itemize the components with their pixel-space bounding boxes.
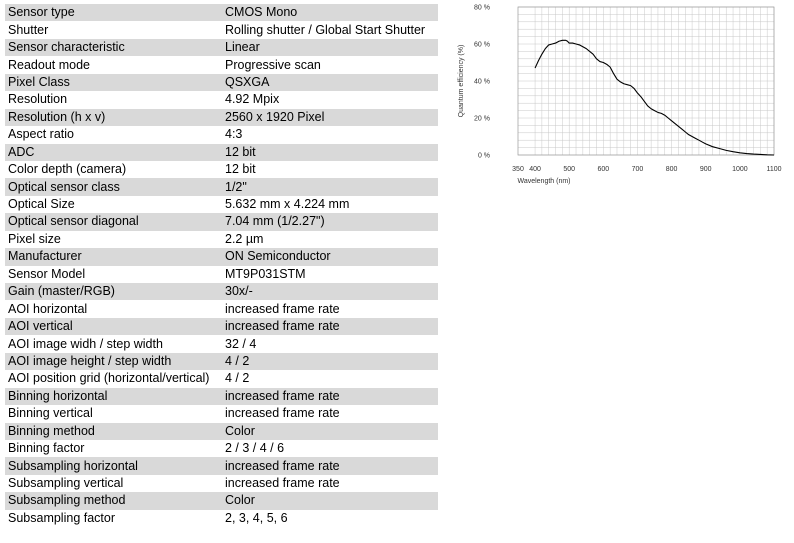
spec-label: Manufacturer — [5, 248, 222, 265]
spec-label: AOI vertical — [5, 318, 222, 335]
spec-row — [5, 74, 438, 91]
spec-label: Shutter — [8, 22, 49, 37]
y-tick-label: 40 % — [474, 78, 490, 86]
x-tick-label: 350 — [512, 166, 524, 173]
spec-label: AOI image widh / step width — [8, 336, 163, 351]
spec-value: 12 bit — [225, 162, 256, 177]
spec-label: Gain (master/RGB) — [5, 283, 222, 300]
spec-value: 1/2" — [222, 178, 438, 195]
spec-value: 4:3 — [225, 127, 243, 142]
spec-label: Subsampling vertical — [8, 476, 124, 491]
spec-label: AOI image height / step width — [5, 353, 222, 370]
spec-value: increased frame rate — [222, 388, 438, 405]
spec-label: Resolution — [8, 92, 68, 107]
spec-value: increased frame rate — [225, 476, 340, 491]
y-tick-label: 80 % — [474, 4, 490, 12]
spec-row — [5, 56, 438, 73]
spec-label: Pixel size — [8, 231, 61, 246]
spec-row — [5, 335, 438, 352]
spec-row — [5, 318, 438, 335]
specs-table-body — [5, 4, 438, 527]
y-axis-label: Quantum efficiency (%) — [458, 44, 465, 118]
spec-label: Sensor type — [5, 4, 222, 21]
spec-label: Optical Size — [8, 197, 75, 212]
spec-row — [5, 91, 438, 108]
spec-value: 32 / 4 — [225, 336, 257, 351]
x-tick-label: 400 — [529, 166, 541, 173]
spec-row — [5, 440, 438, 457]
x-tick-label: 500 — [563, 166, 576, 173]
spec-row — [5, 388, 438, 405]
spec-value: QSXGA — [222, 74, 438, 91]
spec-label: Color depth (camera) — [8, 162, 127, 177]
spec-label: AOI position grid (horizontal/vertical) — [8, 371, 210, 386]
spec-value: MT9P031STM — [225, 266, 306, 281]
spec-label: ADC — [5, 144, 222, 161]
chart-plot-area — [535, 40, 774, 155]
spec-label: Optical sensor class — [5, 178, 222, 195]
spec-label: Pixel Class — [5, 74, 222, 91]
spec-row — [5, 39, 438, 56]
spec-value: increased frame rate — [225, 301, 340, 316]
x-tick-label: 1000 — [732, 166, 748, 173]
spec-row — [5, 144, 438, 161]
spec-value: CMOS Mono — [222, 4, 438, 21]
spec-label: Binning vertical — [8, 406, 93, 421]
spec-value: 2 / 3 / 4 / 6 — [225, 441, 285, 456]
y-tick-label: 60 % — [474, 41, 490, 49]
spec-row — [5, 405, 438, 422]
specs-table — [5, 4, 438, 527]
spec-row — [5, 4, 438, 21]
quantum-efficiency-chart — [452, 0, 794, 200]
spec-label: Resolution (h x v) — [5, 109, 222, 126]
x-axis-label: Wavelength (nm) — [517, 178, 571, 185]
spec-row — [5, 300, 438, 317]
spec-label: Aspect ratio — [8, 127, 75, 142]
spec-value: 4 / 2 — [225, 371, 250, 386]
spec-label: Subsampling method — [5, 492, 222, 509]
spec-row — [5, 457, 438, 474]
spec-row — [5, 283, 438, 300]
spec-label: AOI horizontal — [8, 301, 88, 316]
spec-value: 2, 3, 4, 5, 6 — [225, 510, 288, 525]
spec-value: Color — [222, 492, 438, 509]
x-tick-label: 1100 — [766, 166, 782, 173]
x-tick-label: 800 — [665, 166, 678, 173]
spec-value: increased frame rate — [222, 318, 438, 335]
spec-value: 4.92 Mpix — [225, 92, 280, 107]
spec-row — [5, 231, 438, 248]
x-tick-label: 700 — [631, 166, 644, 173]
spec-row — [5, 109, 438, 126]
spec-row — [5, 353, 438, 370]
spec-label: Sensor Model — [8, 266, 86, 281]
spec-value: 12 bit — [222, 144, 438, 161]
spec-value: increased frame rate — [225, 406, 340, 421]
qe-series-line — [535, 40, 774, 155]
spec-label: Binning factor — [8, 441, 85, 456]
spec-label: Subsampling factor — [8, 510, 116, 525]
spec-value: Rolling shutter / Global Start Shutter — [225, 22, 426, 37]
spec-value: ON Semiconductor — [222, 248, 438, 265]
spec-row — [5, 178, 438, 195]
spec-value: 2.2 µm — [225, 231, 264, 246]
spec-row — [5, 213, 438, 230]
spec-label: Binning horizontal — [5, 388, 222, 405]
spec-value: 30x/- — [222, 283, 438, 300]
spec-row — [5, 266, 438, 283]
spec-row — [5, 126, 438, 143]
y-tick-label: 0 % — [477, 152, 490, 160]
spec-row — [5, 475, 438, 492]
spec-row — [5, 196, 438, 213]
spec-row — [5, 370, 438, 387]
spec-value: 4 / 2 — [222, 353, 438, 370]
spec-value: 2560 x 1920 Pixel — [222, 109, 438, 126]
spec-value: Linear — [222, 39, 438, 56]
spec-value: Color — [222, 423, 438, 440]
spec-label: Subsampling horizontal — [5, 457, 222, 474]
spec-label: Sensor characteristic — [5, 39, 222, 56]
spec-row — [5, 492, 438, 509]
spec-value: Progressive scan — [225, 57, 321, 72]
spec-row — [5, 161, 438, 178]
spec-label: Readout mode — [8, 57, 91, 72]
spec-row — [5, 510, 438, 527]
spec-row — [5, 248, 438, 265]
spec-label: Optical sensor diagonal — [5, 213, 222, 230]
spec-value: 5.632 mm x 4.224 mm — [225, 197, 350, 212]
spec-value: 7.04 mm (1/2.27") — [222, 213, 438, 230]
spec-row — [5, 21, 438, 38]
spec-value: increased frame rate — [222, 457, 438, 474]
spec-label: Binning method — [5, 423, 222, 440]
y-tick-label: 20 % — [474, 115, 490, 123]
x-tick-label: 900 — [699, 166, 712, 173]
chart-grid — [518, 7, 774, 155]
spec-row — [5, 423, 438, 440]
x-tick-label: 600 — [597, 166, 610, 173]
